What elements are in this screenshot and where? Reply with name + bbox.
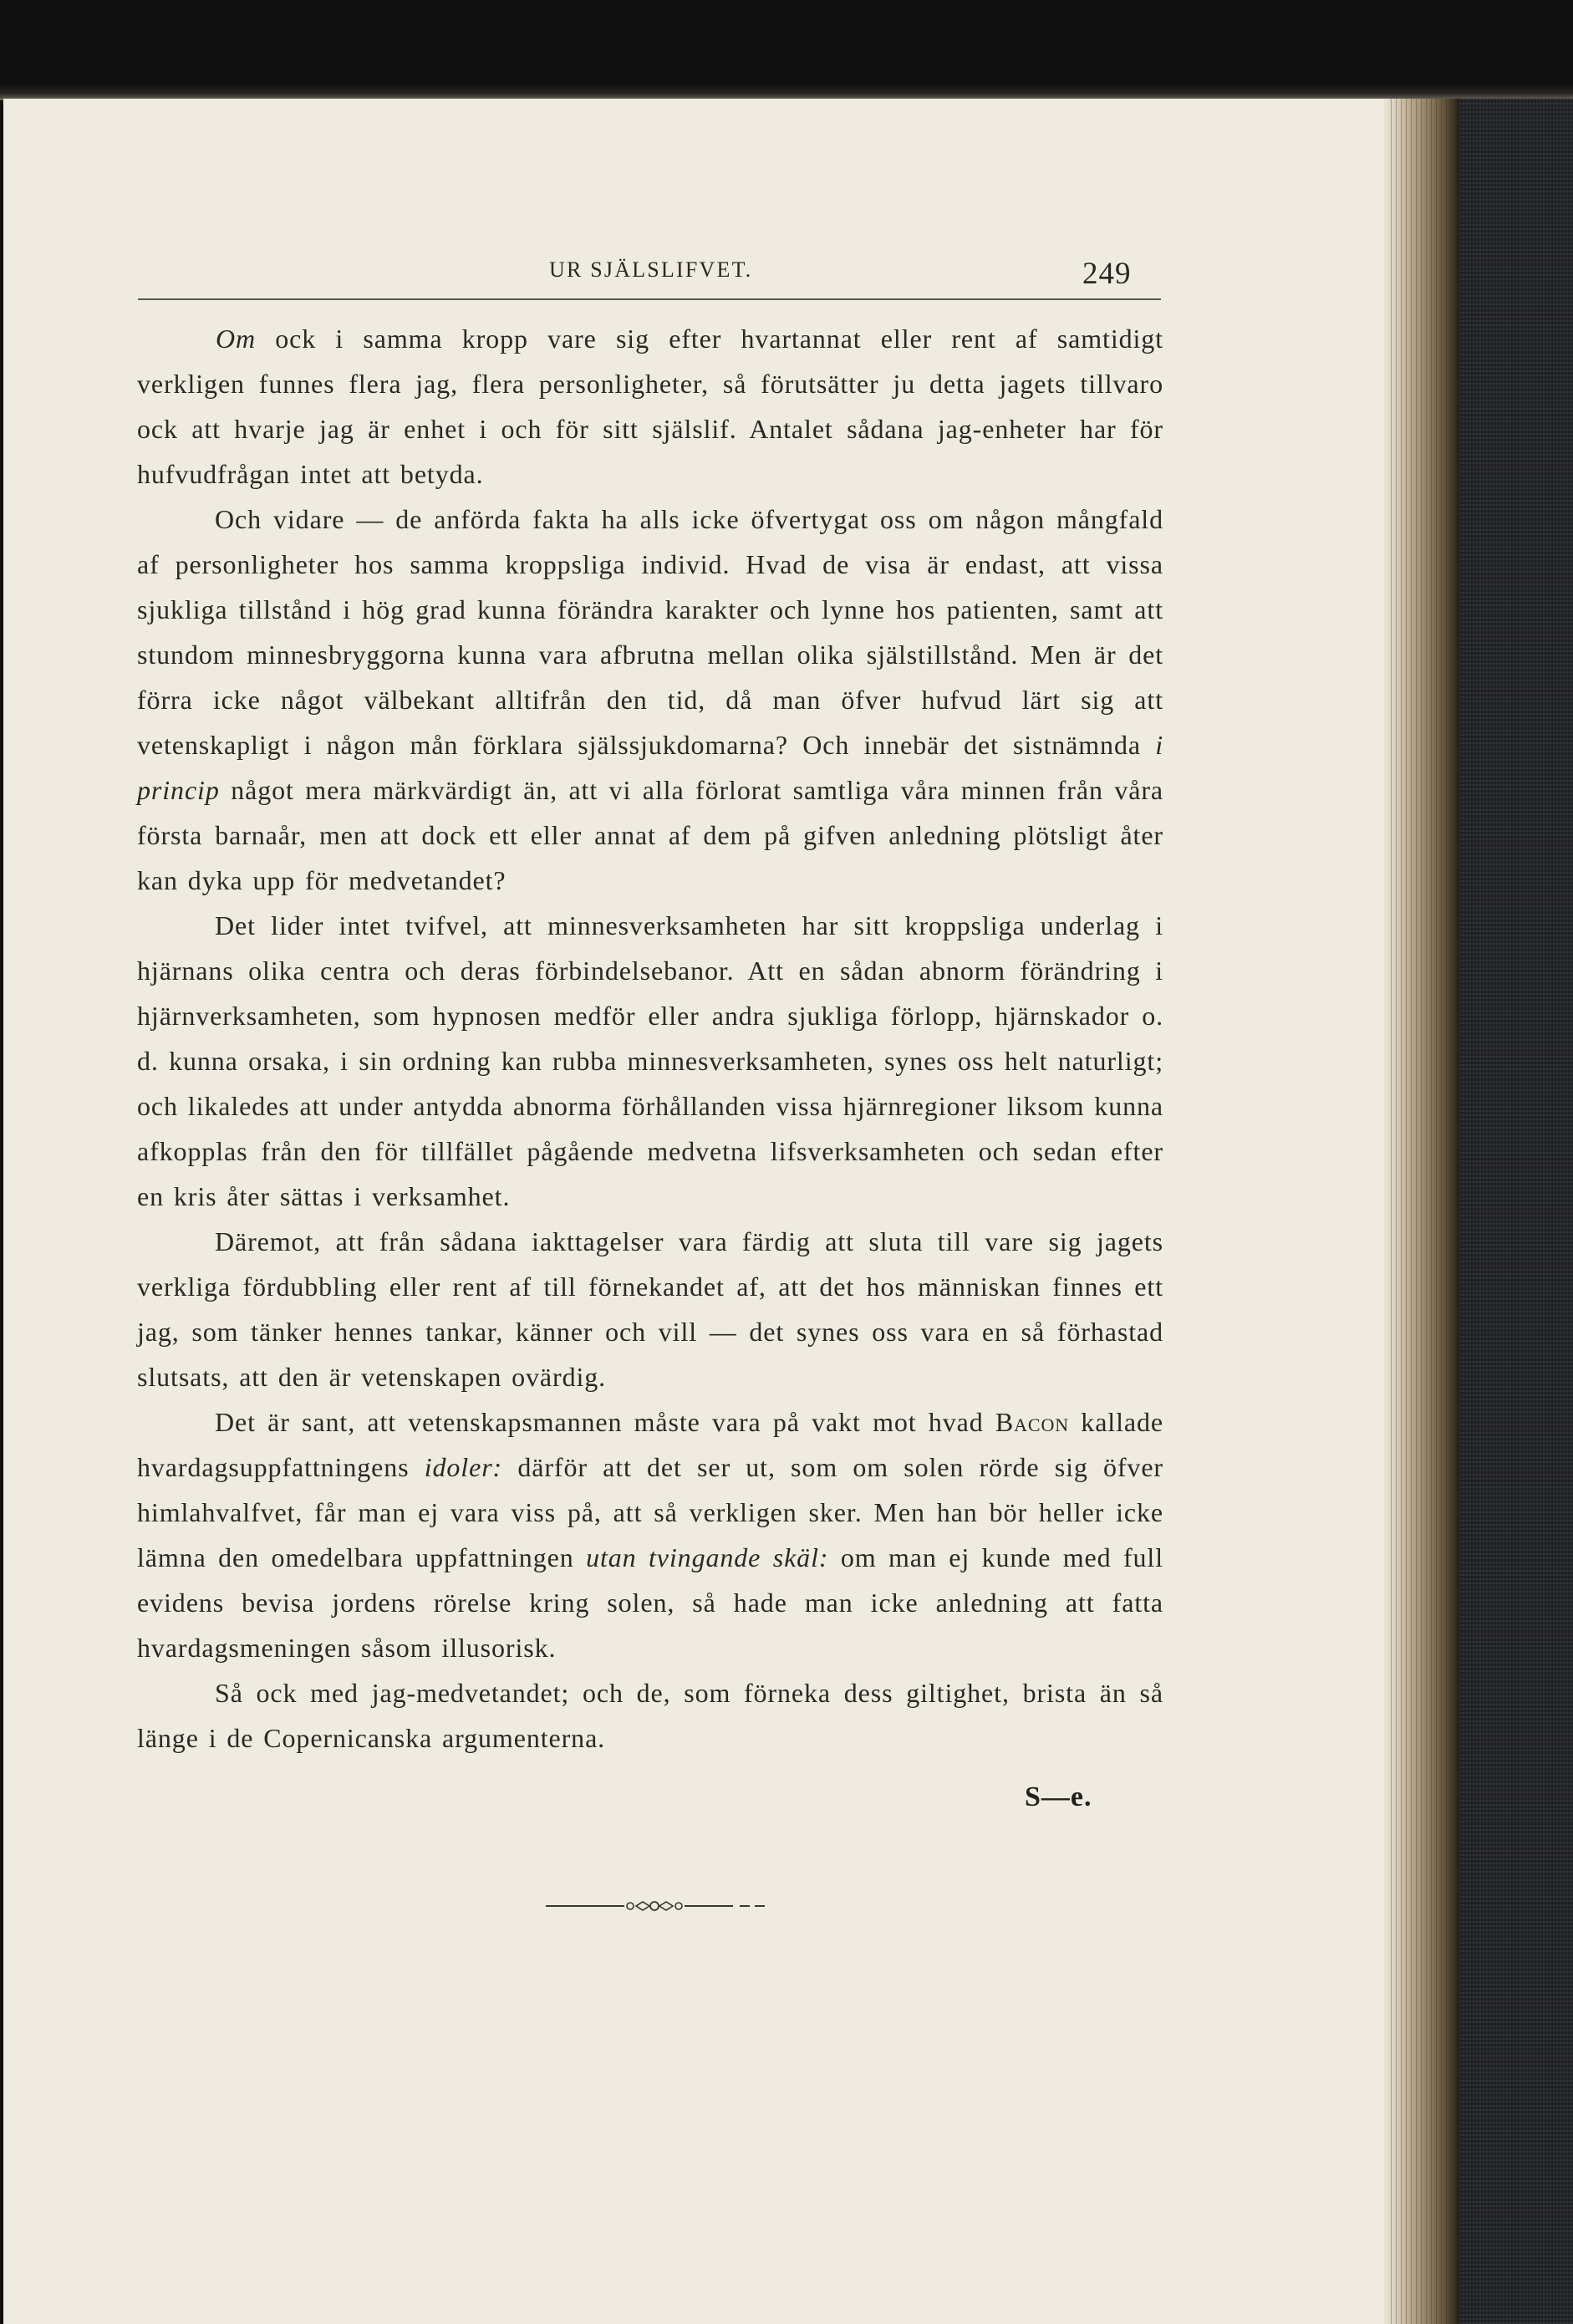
text-run: Så ock med jag-medvetandet; och de, som förneka dess giltighet, brista än så länge i de Copernicanska argumenterna.: [137, 1678, 1163, 1753]
text-run: något mera märkvärdigt än, att vi alla förlorat samtliga våra minnen från våra första barnaår, men att dock ett eller annat af dem på gifven anledning plötsligt åter kan dyka upp för medvetandet?: [137, 775, 1163, 895]
paragraph: [137, 1670, 1163, 1761]
text-run: kallade hvardagsuppfattningens: [137, 1407, 1163, 1482]
body-text: [137, 316, 1163, 1761]
text-run: ock i samma kropp vare sig efter hvartannat eller rent af samtidigt verkligen funnes flera jag, flera personligheter, så förutsätter ju detta jagets tillvaro ock att hvarje jag är enhet i och för sitt själslif. Antalet sådana jag-enheter har för hufvudfrågan intet att betyda.: [137, 324, 1163, 489]
text-run: därför att det ser ut, som om solen rörde sig öfver himlahvalfvet, får man ej vara viss på, att så verkligen sker. Men han bör heller icke lämna den omedelbara uppfattningen: [137, 1452, 1163, 1572]
binding-strip: [1459, 99, 1573, 2324]
text-run: om man ej kunde med full evidens bevisa jordens rörelse kring solen, så hade man icke anledning att fatta hvardagsmeningen såsom illusorisk.: [137, 1542, 1164, 1663]
text-run: i princip: [137, 730, 1163, 805]
ornament-diamond-left: [636, 1902, 649, 1910]
paragraph: [137, 1399, 1163, 1670]
paragraph: [137, 316, 1163, 497]
text-run: Bacon: [995, 1407, 1070, 1437]
text-run: Det är sant, att vetenskapsmannen måste vara på vakt mot hvad: [215, 1407, 995, 1437]
text-run: utan tvingande skäl:: [586, 1542, 829, 1572]
text-run: Däremot, att från sådana iakttagelser vara färdig att sluta till vare sig jagets verkliga fördubbling eller rent af till förnekandet af, att det hos människan finnes ett jag, som tänker hennes tankar, känner och vill — det synes oss vara en så förhastad slutsats, att den är vetenskapen ovärdig.: [137, 1226, 1163, 1392]
ornament-ring-right: [675, 1903, 682, 1909]
paragraph: [137, 497, 1163, 903]
end-ornament-icon: [546, 1899, 765, 1913]
running-head-title: UR SJÄLSLIFVET.: [549, 257, 753, 282]
page-top-shadow: [0, 84, 1573, 100]
header-rule: [138, 298, 1161, 300]
text-run: Det lider intet tvifvel, att minnesverksamheten har sitt kroppsliga underlag i hjärnans olika centra och deras förbindelsebanor. Att en sådan abnorm förändring i hjärnverksamheten, som hypnosen medför eller andra sjukliga förlopp, hjärnskador o. d. kunna orsaka, i sin ordning kan rubba minnesverksamheten, synes oss helt naturligt; och likaledes att under antydda abnorma förhållanden vissa hjärnregioner liksom kunna afkopplas från den för tillfället pågående medvetna lifsverksamheten och sedan efter en kris åter sättas i verksamhet.: [137, 910, 1163, 1211]
ornament-diamond-right: [659, 1902, 673, 1910]
paragraph: [137, 903, 1163, 1219]
text-run: Om: [216, 324, 257, 354]
running-head: [0, 0, 1573, 291]
text-run: idoler:: [424, 1452, 503, 1482]
text-run: Och vidare — de anförda fakta ha alls icke öfvertygat oss om någon mångfald af personligheter hos samma kroppsliga individ. Hvad de visa är endast, att vissa sjukliga tillstånd i hög grad kunna förändra karakter och lynne hos patienten, samt att stundom minnesbryggorna kunna vara afbrutna mellan olika själstillstånd. Men är det förra icke något välbekant alltifrån den tid, då man öfver hufvud lärt sig att vetenskapligt i någon mån förklara själssjukdomarna? Och innebär det sistnämnda: [137, 504, 1163, 760]
ornament-center: [650, 1902, 659, 1910]
paragraph: [137, 1219, 1163, 1399]
ornament-ring-left: [627, 1903, 634, 1909]
page-number: 249: [1082, 257, 1132, 291]
author-signature: S—e.: [1025, 1781, 1092, 1812]
page-edge-lines: [1391, 99, 1453, 2324]
